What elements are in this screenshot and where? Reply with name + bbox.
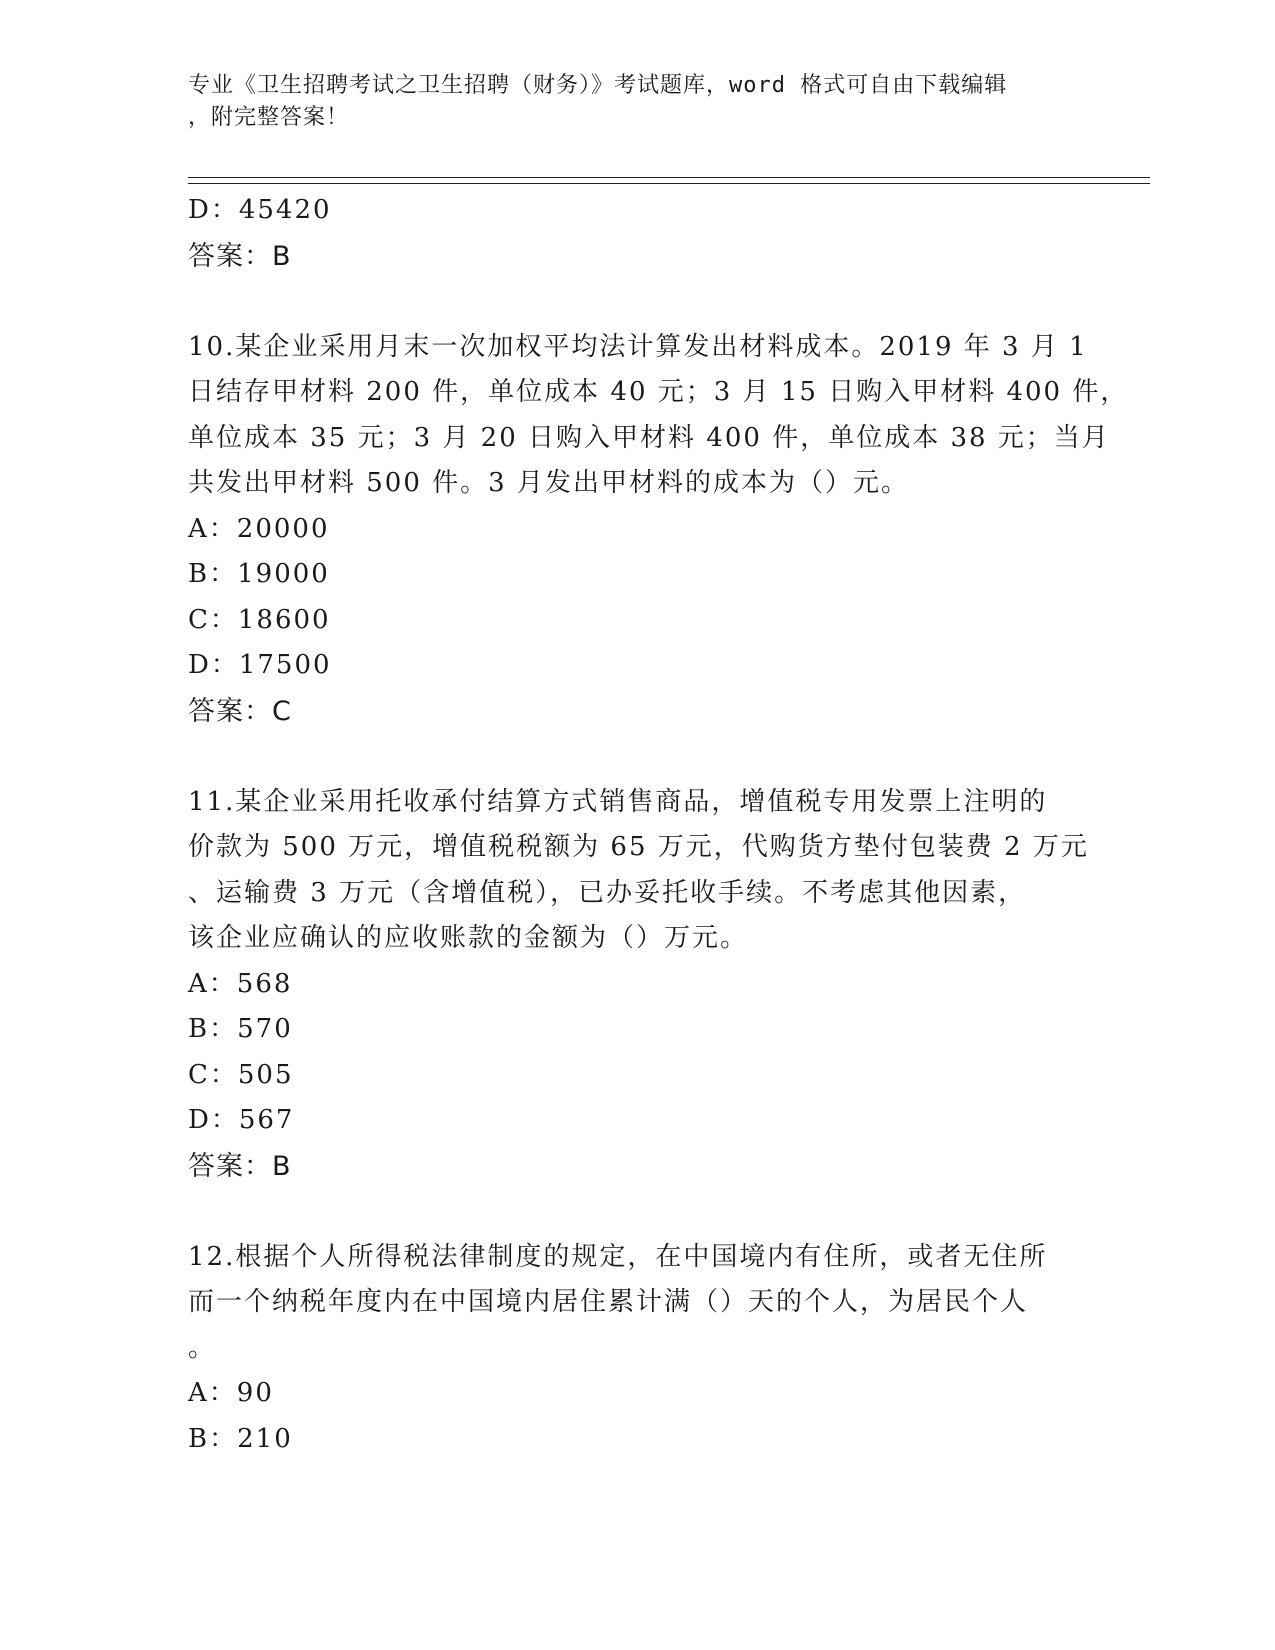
question-text-line: 该企业应确认的应收账款的金额为（）万元。 <box>188 923 749 953</box>
question-12 <box>188 1235 1068 1463</box>
question-text-line: 12.根据个人所得税法律制度的规定，在中国境内有住所，或者无住所 <box>188 1241 1048 1272</box>
question-text-line: 11.某企业采用托收承付结算方式销售商品，增值税专用发票上注明的 <box>188 786 1048 817</box>
question-text-line: 价款为 500 万元，增值税税额为 65 万元，代购货方垫付包装费 2 万元 <box>188 832 1089 862</box>
question-11 <box>188 780 1089 1190</box>
page-header <box>188 70 1068 134</box>
question-10 <box>188 325 1129 735</box>
header-line-1: 专业《卫生招聘考试之卫生招聘（财务）》考试题库，word 格式可自由下载编辑 <box>188 73 1008 98</box>
header-line-2: ，附完整答案！ <box>188 105 350 130</box>
header-divider <box>188 177 1150 184</box>
option-b: B：570 <box>188 1014 293 1044</box>
question-content <box>188 188 1129 1462</box>
option-a: A：20000 <box>188 513 330 544</box>
question-text-line: 。 <box>188 1332 217 1363</box>
question-text-line: 10.某企业采用月末一次加权平均法计算发出材料成本。2019 年 3 月 1 <box>188 331 1088 362</box>
answer-line: 答案：C <box>188 695 292 727</box>
answer-line: 答案：B <box>188 1150 292 1182</box>
previous-question-tail <box>188 188 1068 279</box>
option-a: A：90 <box>188 1378 274 1408</box>
option-d: D：567 <box>188 1105 295 1135</box>
question-text-line: 共发出甲材料 500 件。3 月发出甲材料的成本为（）元。 <box>188 468 909 498</box>
spacer <box>188 1189 1068 1235</box>
spacer <box>188 279 1068 325</box>
answer-line: 答案：B <box>188 240 292 272</box>
spacer <box>188 734 1068 780</box>
option-c: C：18600 <box>188 604 331 635</box>
option-d: D：45420 <box>188 195 332 225</box>
question-text-line: 日结存甲材料 200 件，单位成本 40 元；3 月 15 日购入甲材料 400 件， <box>188 377 1129 407</box>
question-text-line: 而一个纳税年度内在中国境内居住累计满（）天的个人，为居民个人 <box>188 1287 1029 1317</box>
question-text-line: 、运输费 3 万元（含增值税），已办妥托收手续。不考虑其他因素， <box>188 877 1027 908</box>
option-a: A：568 <box>188 968 293 999</box>
option-b: B：19000 <box>188 559 330 589</box>
option-b: B：210 <box>188 1423 293 1454</box>
option-d: D：17500 <box>188 650 332 680</box>
question-text-line: 单位成本 35 元；3 月 20 日购入甲材料 400 件，单位成本 38 元；当月 <box>188 422 1110 453</box>
option-c: C：505 <box>188 1059 294 1090</box>
